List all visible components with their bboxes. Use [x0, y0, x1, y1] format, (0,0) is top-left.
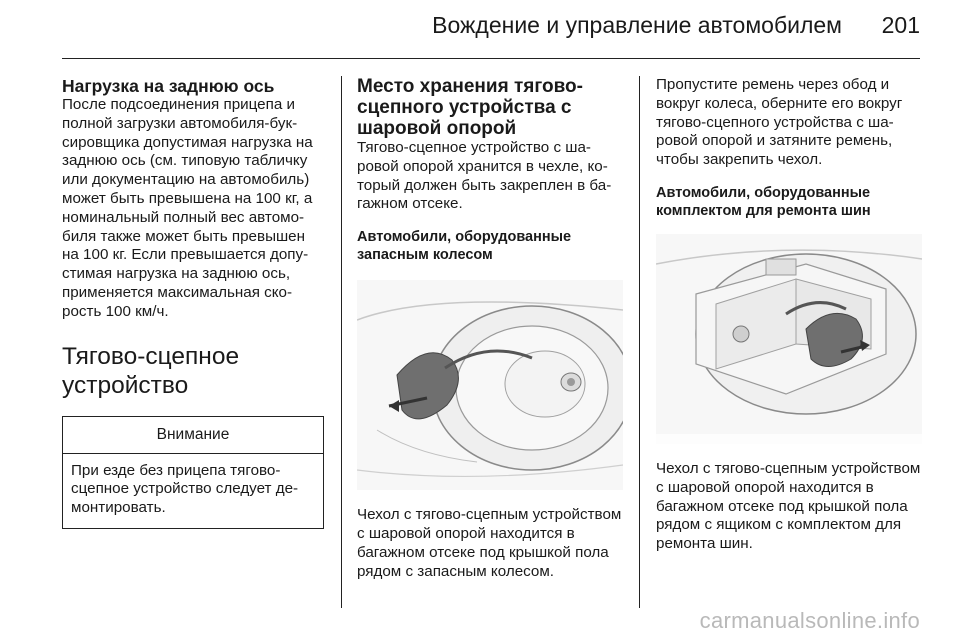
section-title-line: Тягово-сцепное — [62, 342, 240, 370]
strap-instructions-text: Пропустите ремень через обод и вокруг колеса, оберните его вокруг тягово-сцепного устройства с шаровой опорой и затяните ремень, чтобы закрепить чехол. — [656, 76, 903, 169]
column-3 — [656, 76, 922, 554]
watermark: carmanualsonline.info — [699, 608, 920, 633]
column-divider — [639, 76, 640, 608]
heading-line: Место хранения тягово- — [357, 76, 583, 97]
section-heading-rear-axle-load: Нагрузка на заднюю ось — [62, 76, 275, 96]
column-2 — [357, 76, 623, 581]
towbar-storage-text: Тягово-сцепное устройство с шаровой опорой хранится в чехле, который должен быть закреплен в багажном отсеке. — [357, 139, 612, 213]
warning-title: Внимание — [63, 417, 323, 454]
spare-wheel-drawing — [357, 280, 623, 490]
warning-text: При езде без прицепа тягово-сцепное устройство следует демонтировать. — [71, 461, 299, 517]
heading-line: шаровой опорой — [357, 118, 517, 139]
section-heading-towbar-storage — [357, 76, 623, 139]
section-title-towbar — [62, 342, 324, 400]
subheading-tyre-repair-kit: Автомобили, оборудованные комплектом для ремонта шин — [656, 184, 871, 219]
heading-line: сцепного устройства с — [357, 97, 572, 118]
spare-wheel-caption: Чехол с тягово-сцепным устройством с шаровой опорой находится в багажном отсеке под крышкой пола рядом с запасным колесом. — [357, 506, 622, 580]
column-divider — [341, 76, 342, 608]
warning-body — [63, 454, 323, 528]
subheading-spare-wheel: Автомобили, оборудованные запасным колесом — [357, 229, 572, 264]
tyre-repair-kit-drawing — [656, 234, 922, 434]
section-title-line: устройство — [62, 371, 189, 399]
tyre-repair-kit-caption: Чехол с тягово-сцепным устройством с шаровой опорой находится в багажном отсеке под крышкой пола рядом с ящиком с комплектом для ремонта шин. — [656, 459, 921, 553]
page-number: 201 — [881, 12, 920, 38]
warning-box — [62, 416, 324, 529]
page-header-title: Вождение и управление автомобилем — [432, 12, 842, 38]
spare-wheel-illustration — [357, 280, 623, 490]
tyre-repair-kit-illustration — [656, 234, 922, 444]
header-rule — [62, 58, 920, 59]
rear-axle-load-text: После подсоединения прицепа и полной загрузки автомобиля-буксировщика допустимая нагрузка на заднюю ось (см. типовую табличку или документацию на автомобиль) может быть превышена на 100 кг, а номинальный полный вес автомобиля также может быть превышен на 100 кг. Если превышается допустимая нагрузка на заднюю ось, применяется максимальная скорость 100 км/ч. — [62, 96, 313, 320]
column-1 — [62, 76, 324, 529]
